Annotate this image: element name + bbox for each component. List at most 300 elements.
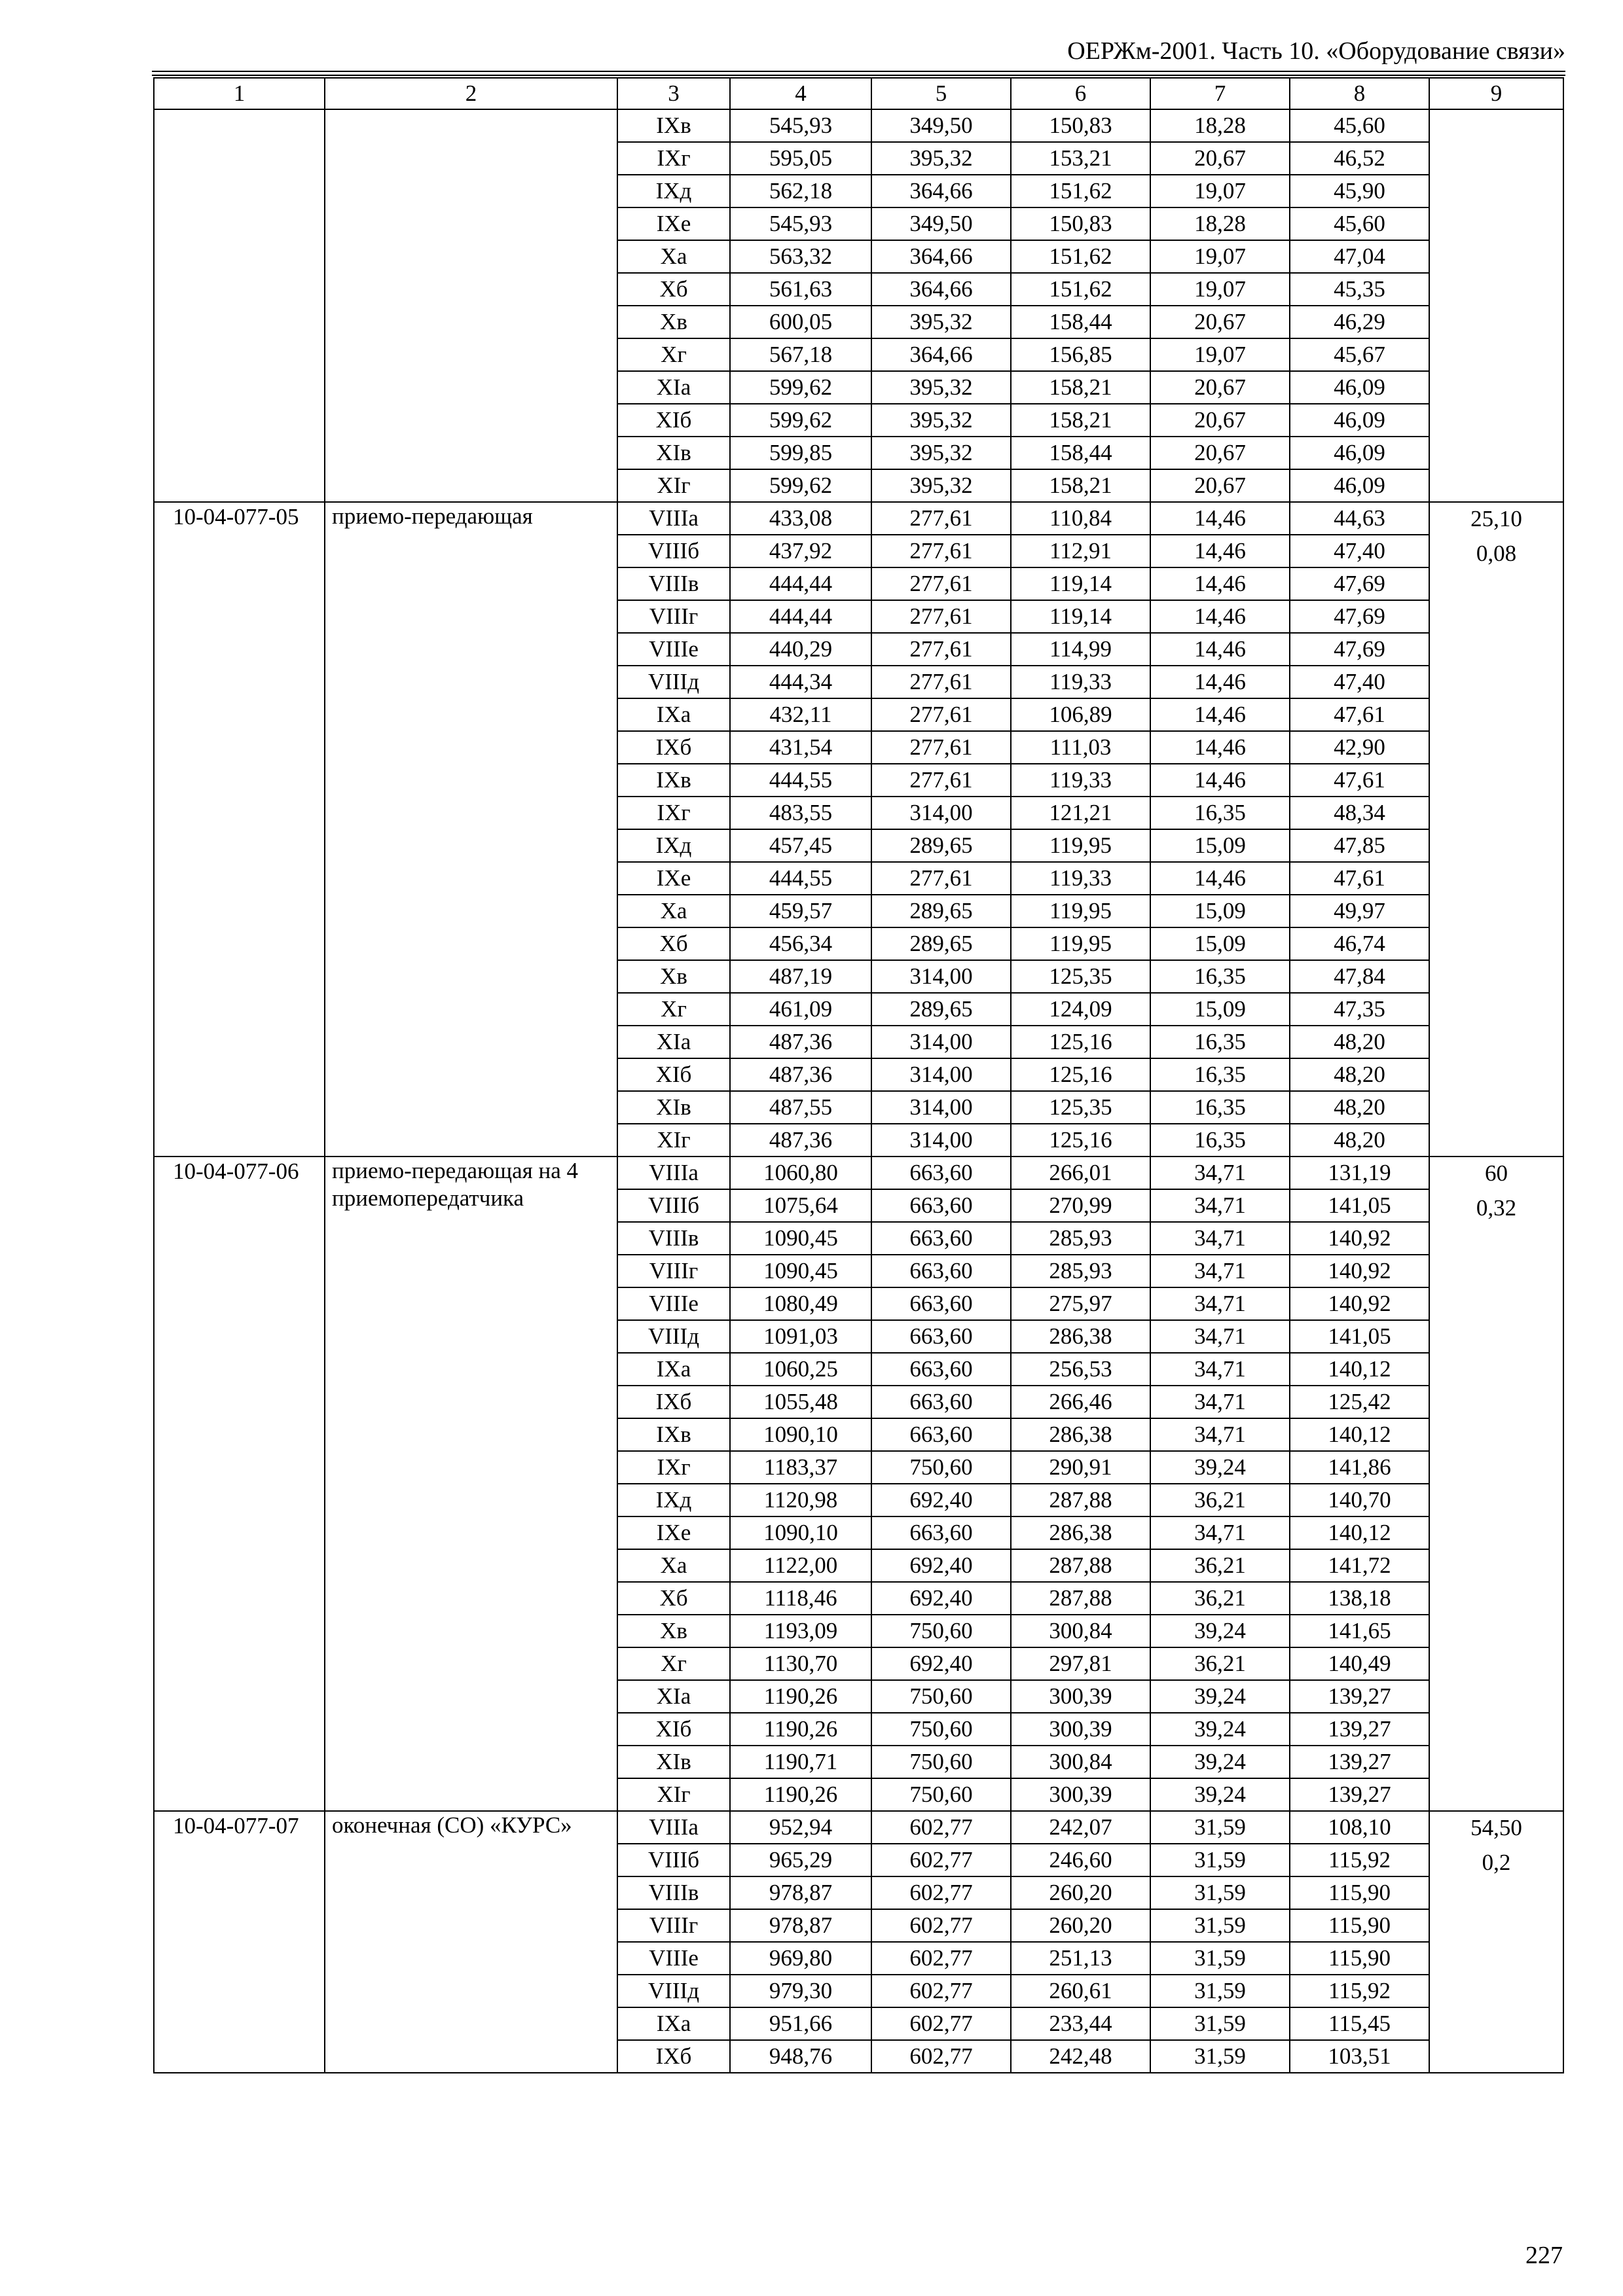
materials-cell: 46,74 xyxy=(1290,927,1429,960)
machinist-wages-cell: 20,67 xyxy=(1150,469,1290,502)
class-cell: IXд xyxy=(617,1484,730,1516)
materials-cell: 115,92 xyxy=(1290,1844,1429,1876)
total-cost-cell: 1080,49 xyxy=(730,1287,871,1320)
machinist-wages-cell: 16,35 xyxy=(1150,797,1290,829)
materials-cell: 125,42 xyxy=(1290,1386,1429,1418)
total-cost-cell: 444,55 xyxy=(730,862,871,895)
machinist-wages-cell: 16,35 xyxy=(1150,1058,1290,1091)
machinist-wages-cell: 19,07 xyxy=(1150,175,1290,207)
class-cell: IXд xyxy=(617,175,730,207)
wages-cell: 663,60 xyxy=(871,1189,1011,1222)
machinist-wages-cell: 20,67 xyxy=(1150,404,1290,437)
machines-cell: 233,44 xyxy=(1011,2007,1150,2040)
materials-cell: 46,09 xyxy=(1290,404,1429,437)
column-number: 1 xyxy=(154,78,325,109)
machinist-wages-cell: 36,21 xyxy=(1150,1549,1290,1582)
machines-cell: 156,85 xyxy=(1011,338,1150,371)
total-cost-cell: 969,80 xyxy=(730,1942,871,1975)
table-row xyxy=(154,502,1563,535)
labor-value: 54,50 xyxy=(1470,1815,1522,1840)
name-cell xyxy=(325,109,617,502)
machines-cell: 112,91 xyxy=(1011,535,1150,567)
materials-cell: 103,51 xyxy=(1290,2040,1429,2073)
wages-cell: 750,60 xyxy=(871,1713,1011,1746)
total-cost-cell: 444,44 xyxy=(730,600,871,633)
header-rule xyxy=(152,71,1565,72)
machines-cell: 270,99 xyxy=(1011,1189,1150,1222)
class-cell: Xг xyxy=(617,338,730,371)
total-cost-cell: 951,66 xyxy=(730,2007,871,2040)
machinist-wages-cell: 15,09 xyxy=(1150,927,1290,960)
materials-cell: 115,90 xyxy=(1290,1909,1429,1942)
wages-cell: 314,00 xyxy=(871,1058,1011,1091)
materials-cell: 140,49 xyxy=(1290,1647,1429,1680)
machinist-wages-cell: 14,46 xyxy=(1150,502,1290,535)
machinist-wages-cell: 34,71 xyxy=(1150,1386,1290,1418)
total-cost-cell: 456,34 xyxy=(730,927,871,960)
column-number: 5 xyxy=(871,78,1011,109)
machines-cell: 119,33 xyxy=(1011,764,1150,797)
materials-cell: 45,35 xyxy=(1290,273,1429,306)
class-cell: Xг xyxy=(617,1647,730,1680)
machinist-wages-cell: 34,71 xyxy=(1150,1287,1290,1320)
class-cell: IXб xyxy=(617,2040,730,2073)
total-cost-cell: 978,87 xyxy=(730,1909,871,1942)
class-cell: XIб xyxy=(617,404,730,437)
total-cost-cell: 595,05 xyxy=(730,142,871,175)
machinist-wages-cell: 20,67 xyxy=(1150,437,1290,469)
machinist-wages-cell: 14,46 xyxy=(1150,600,1290,633)
class-cell: Xб xyxy=(617,273,730,306)
machines-cell: 119,33 xyxy=(1011,862,1150,895)
class-cell: XIг xyxy=(617,1778,730,1811)
materials-cell: 42,90 xyxy=(1290,731,1429,764)
total-cost-cell: 599,62 xyxy=(730,469,871,502)
materials-cell: 47,35 xyxy=(1290,993,1429,1026)
class-cell: Xа xyxy=(617,1549,730,1582)
wages-cell: 277,61 xyxy=(871,502,1011,535)
total-cost-cell: 487,36 xyxy=(730,1026,871,1058)
machines-cell: 158,21 xyxy=(1011,404,1150,437)
column-number: 3 xyxy=(617,78,730,109)
wages-cell: 663,60 xyxy=(871,1418,1011,1451)
machinist-wages-cell: 20,67 xyxy=(1150,306,1290,338)
wages-cell: 663,60 xyxy=(871,1222,1011,1255)
machinist-wages-cell: 16,35 xyxy=(1150,1026,1290,1058)
machines-cell: 151,62 xyxy=(1011,273,1150,306)
machinist-wages-cell: 39,24 xyxy=(1150,1615,1290,1647)
machines-cell: 300,39 xyxy=(1011,1778,1150,1811)
wages-cell: 364,66 xyxy=(871,273,1011,306)
rate-name: оконечная (СО) «КУРС» xyxy=(325,1811,617,2073)
materials-cell: 115,92 xyxy=(1290,1975,1429,2007)
class-cell: Xг xyxy=(617,993,730,1026)
total-cost-cell: 444,55 xyxy=(730,764,871,797)
wages-cell: 364,66 xyxy=(871,240,1011,273)
wages-cell: 289,65 xyxy=(871,895,1011,927)
rates-table-body xyxy=(154,78,1563,2073)
machinist-wages-cell: 14,46 xyxy=(1150,764,1290,797)
wages-cell: 692,40 xyxy=(871,1582,1011,1615)
materials-cell: 48,20 xyxy=(1290,1091,1429,1124)
wages-cell: 277,61 xyxy=(871,600,1011,633)
wages-cell: 277,61 xyxy=(871,633,1011,666)
wages-cell: 277,61 xyxy=(871,698,1011,731)
materials-cell: 47,69 xyxy=(1290,633,1429,666)
wages-cell: 602,77 xyxy=(871,1876,1011,1909)
machines-cell: 300,84 xyxy=(1011,1746,1150,1778)
machinist-wages-cell: 16,35 xyxy=(1150,1124,1290,1157)
total-cost-cell: 1183,37 xyxy=(730,1451,871,1484)
machinist-wages-cell: 34,71 xyxy=(1150,1418,1290,1451)
class-cell: Xб xyxy=(617,1582,730,1615)
column-number: 4 xyxy=(730,78,871,109)
class-cell: VIIIд xyxy=(617,1975,730,2007)
class-cell: IXг xyxy=(617,142,730,175)
wages-cell: 364,66 xyxy=(871,175,1011,207)
materials-cell: 108,10 xyxy=(1290,1811,1429,1844)
materials-cell: 48,20 xyxy=(1290,1124,1429,1157)
machines-cell: 286,38 xyxy=(1011,1418,1150,1451)
total-cost-cell: 952,94 xyxy=(730,1811,871,1844)
resource-cell xyxy=(1429,1811,1563,2073)
wages-cell: 750,60 xyxy=(871,1746,1011,1778)
total-cost-cell: 545,93 xyxy=(730,109,871,142)
machines-cell: 287,88 xyxy=(1011,1549,1150,1582)
class-cell: IXв xyxy=(617,1418,730,1451)
wages-cell: 395,32 xyxy=(871,371,1011,404)
machines-cell: 246,60 xyxy=(1011,1844,1150,1876)
wages-cell: 663,60 xyxy=(871,1157,1011,1189)
machines-cell: 266,46 xyxy=(1011,1386,1150,1418)
materials-cell: 48,20 xyxy=(1290,1026,1429,1058)
machinist-wages-cell: 36,21 xyxy=(1150,1647,1290,1680)
wages-cell: 395,32 xyxy=(871,437,1011,469)
materials-cell: 49,97 xyxy=(1290,895,1429,927)
total-cost-cell: 1060,25 xyxy=(730,1353,871,1386)
total-cost-cell: 1118,46 xyxy=(730,1582,871,1615)
machinist-wages-cell: 14,46 xyxy=(1150,535,1290,567)
machines-cell: 111,03 xyxy=(1011,731,1150,764)
total-cost-cell: 979,30 xyxy=(730,1975,871,2007)
total-cost-cell: 561,63 xyxy=(730,273,871,306)
machines-cell: 125,35 xyxy=(1011,1091,1150,1124)
materials-cell: 139,27 xyxy=(1290,1680,1429,1713)
machinist-wages-cell: 16,35 xyxy=(1150,1091,1290,1124)
class-cell: XIа xyxy=(617,371,730,404)
machines-cell: 300,84 xyxy=(1011,1615,1150,1647)
machines-cell: 260,20 xyxy=(1011,1909,1150,1942)
total-cost-cell: 1190,71 xyxy=(730,1746,871,1778)
total-cost-cell: 1130,70 xyxy=(730,1647,871,1680)
wages-cell: 395,32 xyxy=(871,404,1011,437)
machines-cell: 158,21 xyxy=(1011,371,1150,404)
class-cell: VIIIа xyxy=(617,1157,730,1189)
class-cell: VIIIг xyxy=(617,600,730,633)
machines-cell: 119,95 xyxy=(1011,927,1150,960)
class-cell: XIв xyxy=(617,1746,730,1778)
materials-cell: 47,04 xyxy=(1290,240,1429,273)
materials-cell: 45,90 xyxy=(1290,175,1429,207)
table-row xyxy=(154,1157,1563,1189)
machines-cell: 119,33 xyxy=(1011,666,1150,698)
total-cost-cell: 1090,45 xyxy=(730,1255,871,1287)
wages-cell: 602,77 xyxy=(871,2007,1011,2040)
wages-cell: 277,61 xyxy=(871,666,1011,698)
rate-name: приемо-передающая на 4 приемопередатчика xyxy=(325,1157,617,1811)
machinist-wages-cell: 18,28 xyxy=(1150,207,1290,240)
materials-cell: 115,90 xyxy=(1290,1942,1429,1975)
wages-cell: 750,60 xyxy=(871,1451,1011,1484)
machinist-wages-cell: 14,46 xyxy=(1150,862,1290,895)
total-cost-cell: 1090,10 xyxy=(730,1418,871,1451)
materials-cell: 115,45 xyxy=(1290,2007,1429,2040)
materials-cell: 46,09 xyxy=(1290,469,1429,502)
machinist-wages-cell: 31,59 xyxy=(1150,1975,1290,2007)
wages-cell: 692,40 xyxy=(871,1647,1011,1680)
materials-cell: 140,12 xyxy=(1290,1516,1429,1549)
class-cell: IXб xyxy=(617,731,730,764)
materials-cell: 141,05 xyxy=(1290,1189,1429,1222)
class-cell: IXб xyxy=(617,1386,730,1418)
class-cell: VIIIа xyxy=(617,502,730,535)
machines-cell: 300,39 xyxy=(1011,1713,1150,1746)
class-cell: IXа xyxy=(617,698,730,731)
materials-cell: 141,72 xyxy=(1290,1549,1429,1582)
machines-cell: 290,91 xyxy=(1011,1451,1150,1484)
machinist-wages-cell: 34,71 xyxy=(1150,1516,1290,1549)
machines-cell: 158,44 xyxy=(1011,437,1150,469)
wages-cell: 750,60 xyxy=(871,1778,1011,1811)
machinist-wages-cell: 36,21 xyxy=(1150,1582,1290,1615)
wages-cell: 663,60 xyxy=(871,1255,1011,1287)
class-cell: VIIIб xyxy=(617,535,730,567)
machines-cell: 125,16 xyxy=(1011,1124,1150,1157)
class-cell: XIа xyxy=(617,1680,730,1713)
wages-cell: 277,61 xyxy=(871,764,1011,797)
materials-cell: 46,29 xyxy=(1290,306,1429,338)
wages-cell: 602,77 xyxy=(871,1811,1011,1844)
class-cell: IXг xyxy=(617,1451,730,1484)
total-cost-cell: 563,32 xyxy=(730,240,871,273)
total-cost-cell: 487,55 xyxy=(730,1091,871,1124)
machinist-wages-cell: 20,67 xyxy=(1150,142,1290,175)
materials-cell: 47,40 xyxy=(1290,535,1429,567)
wages-cell: 395,32 xyxy=(871,469,1011,502)
wages-cell: 663,60 xyxy=(871,1320,1011,1353)
class-cell: VIIIб xyxy=(617,1844,730,1876)
machinist-wages-cell: 39,24 xyxy=(1150,1713,1290,1746)
wages-cell: 602,77 xyxy=(871,2040,1011,2073)
machinist-labor-value: 0,2 xyxy=(1482,1850,1511,1875)
total-cost-cell: 459,57 xyxy=(730,895,871,927)
machinist-wages-cell: 34,71 xyxy=(1150,1157,1290,1189)
class-cell: IXе xyxy=(617,207,730,240)
materials-cell: 140,70 xyxy=(1290,1484,1429,1516)
wages-cell: 289,65 xyxy=(871,993,1011,1026)
machines-cell: 125,16 xyxy=(1011,1058,1150,1091)
machines-cell: 300,39 xyxy=(1011,1680,1150,1713)
machines-cell: 119,14 xyxy=(1011,567,1150,600)
machines-cell: 286,38 xyxy=(1011,1516,1150,1549)
class-cell: IXа xyxy=(617,2007,730,2040)
total-cost-cell: 978,87 xyxy=(730,1876,871,1909)
wages-cell: 277,61 xyxy=(871,862,1011,895)
wages-cell: 692,40 xyxy=(871,1484,1011,1516)
materials-cell: 46,52 xyxy=(1290,142,1429,175)
machines-cell: 121,21 xyxy=(1011,797,1150,829)
machines-cell: 242,48 xyxy=(1011,2040,1150,2073)
machinist-wages-cell: 16,35 xyxy=(1150,960,1290,993)
machines-cell: 151,62 xyxy=(1011,175,1150,207)
labor-value: 60 xyxy=(1485,1160,1508,1186)
total-cost-cell: 487,19 xyxy=(730,960,871,993)
wages-cell: 314,00 xyxy=(871,960,1011,993)
total-cost-cell: 1120,98 xyxy=(730,1484,871,1516)
rate-name: приемо-передающая xyxy=(325,502,617,1157)
materials-cell: 47,61 xyxy=(1290,698,1429,731)
total-cost-cell: 461,09 xyxy=(730,993,871,1026)
class-cell: VIIIд xyxy=(617,666,730,698)
column-number: 9 xyxy=(1429,78,1563,109)
class-cell: Xб xyxy=(617,927,730,960)
class-cell: IXе xyxy=(617,1516,730,1549)
class-cell: XIг xyxy=(617,1124,730,1157)
class-cell: Xв xyxy=(617,960,730,993)
total-cost-cell: 1122,00 xyxy=(730,1549,871,1582)
total-cost-cell: 1090,45 xyxy=(730,1222,871,1255)
total-cost-cell: 444,34 xyxy=(730,666,871,698)
total-cost-cell: 437,92 xyxy=(730,535,871,567)
machinist-wages-cell: 14,46 xyxy=(1150,731,1290,764)
wages-cell: 663,60 xyxy=(871,1516,1011,1549)
machines-cell: 125,35 xyxy=(1011,960,1150,993)
machinist-wages-cell: 15,09 xyxy=(1150,895,1290,927)
total-cost-cell: 1193,09 xyxy=(730,1615,871,1647)
class-cell: IXг xyxy=(617,797,730,829)
class-cell: VIIIв xyxy=(617,1222,730,1255)
wages-cell: 602,77 xyxy=(871,1942,1011,1975)
machinist-wages-cell: 34,71 xyxy=(1150,1189,1290,1222)
materials-cell: 45,67 xyxy=(1290,338,1429,371)
class-cell: Xа xyxy=(617,240,730,273)
total-cost-cell: 1055,48 xyxy=(730,1386,871,1418)
class-cell: XIв xyxy=(617,437,730,469)
materials-cell: 48,20 xyxy=(1290,1058,1429,1091)
resource-cell xyxy=(1429,109,1563,502)
machinist-wages-cell: 14,46 xyxy=(1150,567,1290,600)
total-cost-cell: 483,55 xyxy=(730,797,871,829)
machines-cell: 119,95 xyxy=(1011,829,1150,862)
machinist-wages-cell: 34,71 xyxy=(1150,1353,1290,1386)
column-number: 8 xyxy=(1290,78,1429,109)
total-cost-cell: 1075,64 xyxy=(730,1189,871,1222)
total-cost-cell: 1190,26 xyxy=(730,1778,871,1811)
total-cost-cell: 487,36 xyxy=(730,1058,871,1091)
class-cell: IXе xyxy=(617,862,730,895)
machines-cell: 150,83 xyxy=(1011,109,1150,142)
machines-cell: 251,13 xyxy=(1011,1942,1150,1975)
machines-cell: 110,84 xyxy=(1011,502,1150,535)
class-cell: Xв xyxy=(617,306,730,338)
machines-cell: 125,16 xyxy=(1011,1026,1150,1058)
class-cell: XIа xyxy=(617,1026,730,1058)
total-cost-cell: 1091,03 xyxy=(730,1320,871,1353)
machinist-wages-cell: 34,71 xyxy=(1150,1320,1290,1353)
machinist-wages-cell: 20,67 xyxy=(1150,371,1290,404)
machines-cell: 106,89 xyxy=(1011,698,1150,731)
machines-cell: 158,44 xyxy=(1011,306,1150,338)
materials-cell: 47,40 xyxy=(1290,666,1429,698)
class-cell: IXв xyxy=(617,109,730,142)
resource-cell xyxy=(1429,1157,1563,1811)
machines-cell: 151,62 xyxy=(1011,240,1150,273)
machinist-wages-cell: 31,59 xyxy=(1150,1909,1290,1942)
machines-cell: 256,53 xyxy=(1011,1353,1150,1386)
total-cost-cell: 948,76 xyxy=(730,2040,871,2073)
machinist-wages-cell: 19,07 xyxy=(1150,273,1290,306)
materials-cell: 138,18 xyxy=(1290,1582,1429,1615)
total-cost-cell: 433,08 xyxy=(730,502,871,535)
total-cost-cell: 599,62 xyxy=(730,404,871,437)
machines-cell: 124,09 xyxy=(1011,993,1150,1026)
wages-cell: 314,00 xyxy=(871,797,1011,829)
column-number: 6 xyxy=(1011,78,1150,109)
rate-code: 10-04-077-05 xyxy=(154,502,325,1157)
wages-cell: 602,77 xyxy=(871,1844,1011,1876)
materials-cell: 47,84 xyxy=(1290,960,1429,993)
machines-cell: 287,88 xyxy=(1011,1582,1150,1615)
machinist-wages-cell: 39,24 xyxy=(1150,1451,1290,1484)
total-cost-cell: 1190,26 xyxy=(730,1680,871,1713)
class-cell: Xа xyxy=(617,895,730,927)
wages-cell: 277,61 xyxy=(871,567,1011,600)
rate-code: 10-04-077-06 xyxy=(154,1157,325,1811)
class-cell: IXа xyxy=(617,1353,730,1386)
class-cell: VIIIе xyxy=(617,1942,730,1975)
materials-cell: 141,05 xyxy=(1290,1320,1429,1353)
table-row xyxy=(154,109,1563,142)
machinist-wages-cell: 19,07 xyxy=(1150,338,1290,371)
wages-cell: 314,00 xyxy=(871,1026,1011,1058)
column-number: 2 xyxy=(325,78,617,109)
materials-cell: 47,69 xyxy=(1290,567,1429,600)
class-cell: IXд xyxy=(617,829,730,862)
header-rule-second xyxy=(152,75,1565,76)
wages-cell: 277,61 xyxy=(871,535,1011,567)
machinist-wages-cell: 15,09 xyxy=(1150,993,1290,1026)
machines-cell: 275,97 xyxy=(1011,1287,1150,1320)
materials-cell: 139,27 xyxy=(1290,1778,1429,1811)
total-cost-cell: 1090,10 xyxy=(730,1516,871,1549)
wages-cell: 663,60 xyxy=(871,1353,1011,1386)
wages-cell: 602,77 xyxy=(871,1909,1011,1942)
materials-cell: 115,90 xyxy=(1290,1876,1429,1909)
machines-cell: 114,99 xyxy=(1011,633,1150,666)
materials-cell: 48,34 xyxy=(1290,797,1429,829)
total-cost-cell: 1060,80 xyxy=(730,1157,871,1189)
machinist-wages-cell: 14,46 xyxy=(1150,633,1290,666)
machinist-wages-cell: 31,59 xyxy=(1150,1811,1290,1844)
column-number-row xyxy=(154,78,1563,109)
machines-cell: 260,61 xyxy=(1011,1975,1150,2007)
wages-cell: 692,40 xyxy=(871,1549,1011,1582)
wages-cell: 314,00 xyxy=(871,1124,1011,1157)
machinist-labor-value: 0,08 xyxy=(1476,541,1517,566)
materials-cell: 44,63 xyxy=(1290,502,1429,535)
machinist-wages-cell: 14,46 xyxy=(1150,666,1290,698)
machines-cell: 297,81 xyxy=(1011,1647,1150,1680)
